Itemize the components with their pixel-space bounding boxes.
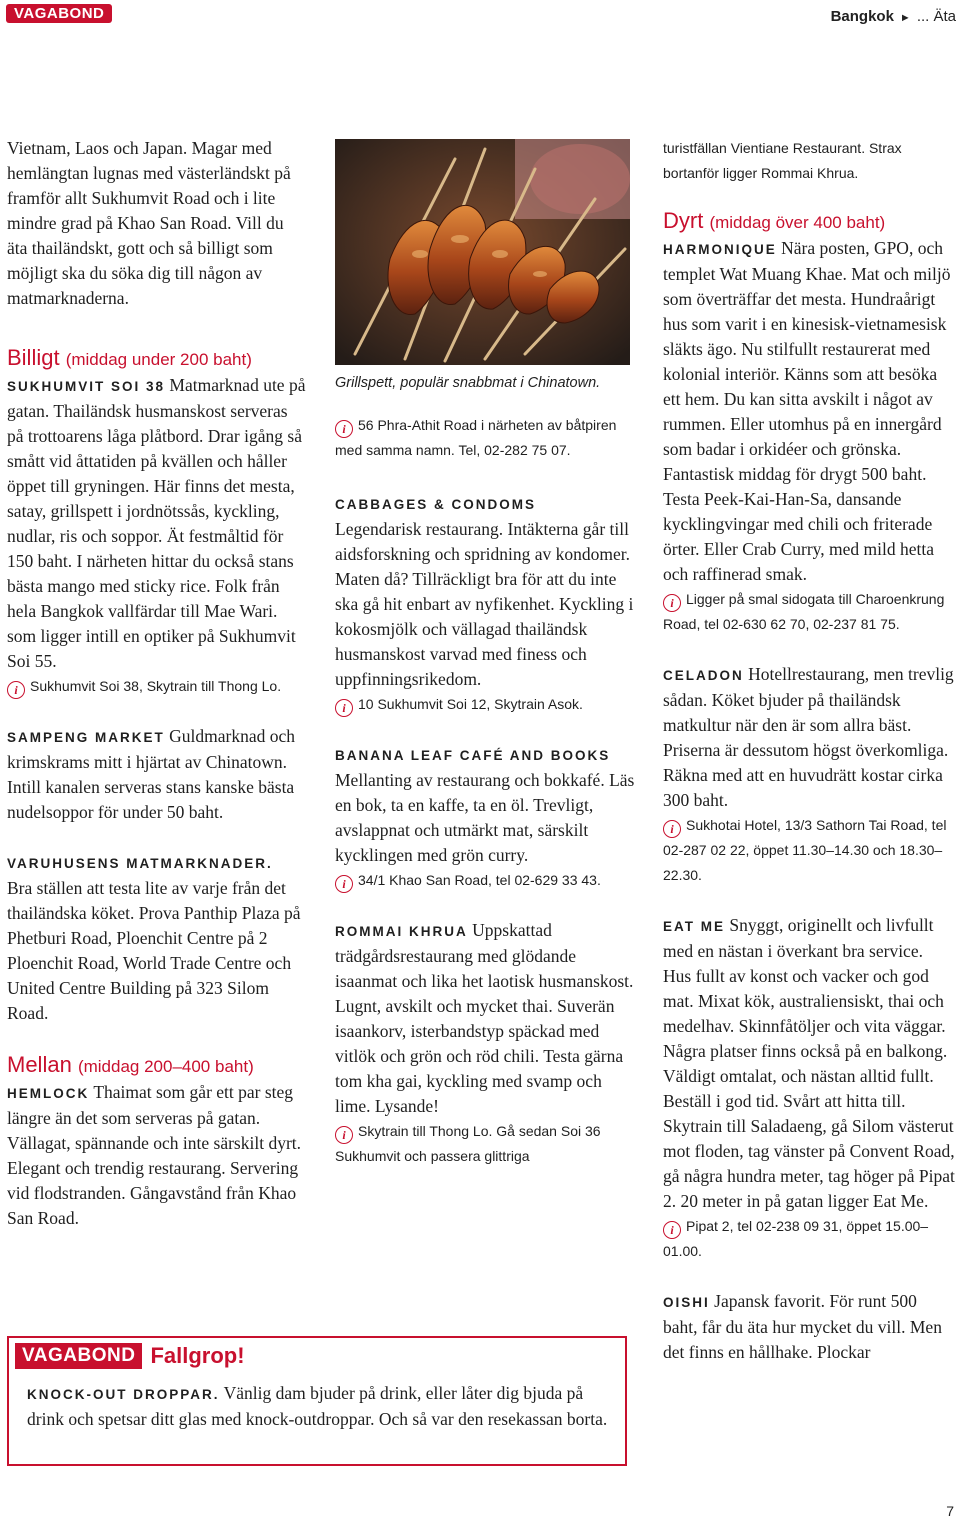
- listing-text: Legendarisk restaurang. Intäkterna går till aidsforskning och spridning av kondomer. Maten då? Tillräckligt bra för att du inte ska gå hit enbart av nyfikenhet. Kyckling i kokosmjölk och vällagad thailändsk husmanskost varvad med finess och uppfinningsrikedom.: [335, 519, 634, 689]
- listing-text: Vänlig dam bjuder på drink, eller låter dig bjuda på drink och spetsar ditt glas med knock-outdroppar. Och så var den resekassan borta.: [27, 1383, 608, 1429]
- info-line: [663, 587, 955, 637]
- listing-text: Uppskattad trädgårdsrestaurang med glödande isaanmat och lika het laotisk husmanskost. Lugnt, avskilt och mycket thai. Suverän isaankorv, isterbandstyp späckad med vitlök och grön och röd chili. Testa gärna tom kha gai, kyckling med svamp och lime. Lysande!: [335, 920, 634, 1116]
- listing-text: Guldmarknad och krimskrams mitt i hjärtat av Chinatown. Intill kanalen serveras stans kanske bästa nudelsoppor för under 50 baht.: [7, 726, 296, 822]
- info-text: 10 Sukhumvit Soi 12, Skytrain Asok.: [358, 696, 583, 712]
- column-2: [335, 136, 635, 1169]
- info-line: [7, 674, 307, 699]
- info-text: Ligger på smal sidogata till Charoenkrung Road, tel 02-630 62 70, 02-237 81 75.: [663, 591, 945, 632]
- column-3: [663, 136, 955, 1365]
- info-icon: i: [335, 420, 353, 438]
- listing-name: SUKHUMVIT SOI 38: [7, 379, 166, 394]
- info-text: Sukhumvit Soi 38, Skytrain till Thong Lo.: [30, 678, 282, 694]
- info-icon: i: [335, 699, 353, 717]
- listing-banana-leaf: [335, 742, 635, 868]
- intro-paragraph: Vietnam, Laos och Japan. Magar med hemlängtan lugnas med västerländskt på framför allt Sukhumvit Road och i lite mindre grad på Khao San Road. Vill du äta thailändskt, gott och så billigt som möjligt ska du söka dig till någon av matmarknaderna.: [7, 138, 291, 308]
- section-heading-billigt: [7, 345, 307, 373]
- listing-name: CABBAGES & CONDOMS: [335, 497, 537, 512]
- listing-text: Japansk favorit. För runt 500 baht, får du äta hur mycket du vill. Men det finns en hållhake. Plockar: [663, 1291, 942, 1362]
- breadcrumb-section: ... Äta: [916, 8, 956, 25]
- breadcrumb-city[interactable]: Bangkok: [830, 8, 894, 25]
- listing-text: Hotellrestaurang, men trevlig sådan. Köket bjuder på thailändsk matkultur när den är som allra bäst. Priserna är dessutom högst överkomliga. Räkna med att en huvudrätt kostar cirka 300 baht.: [663, 664, 954, 810]
- continued-text: turistfällan Vientiane Restaurant. Strax bortanför ligger Rommai Khrua.: [663, 140, 902, 181]
- breadcrumb-arrow-icon: ►: [899, 12, 911, 24]
- listing-name: OISHI: [663, 1295, 710, 1310]
- listing-oishi: [663, 1289, 955, 1365]
- fallgrop-text: [27, 1381, 617, 1432]
- photo-illustration: [335, 139, 630, 365]
- listing-cabbages: [335, 491, 635, 692]
- listing-name: VARUHUSENS MATMARKNADER.: [7, 856, 273, 871]
- info-text: Pipat 2, tel 02-238 09 31, öppet 15.00–01.00.: [663, 1218, 929, 1259]
- listing-name: EAT ME: [663, 919, 725, 934]
- listing-text: Nära posten, GPO, och templet Wat Muang Khae. Mat och miljö som överträffar det mesta. Hundraårigt hus som varit i en kinesisk-vietnamesisk släkts ägo. Nu stilfullt restaurerat med kolonial interiör. Känns som att besöka ett hem. Du kan sitta avskilt i något av rummen. Eller utomhus på en innergård som badar i orkidéer och grönska. Fantastisk middag för drygt 500 baht. Testa Peek-Kai-Han-Sa, dansande kycklingvingar med chili och friterade örter. Eller Crab Curry, med mild hetta och raffinerad smak.: [663, 238, 951, 584]
- info-text: 56 Phra-Athit Road i närheten av båtpiren med samma namn. Tel, 02-282 75 07.: [335, 417, 617, 458]
- info-icon: i: [335, 1126, 353, 1144]
- info-icon: i: [663, 594, 681, 612]
- listing-name: CELADON: [663, 668, 744, 683]
- info-icon: i: [663, 1221, 681, 1239]
- info-icon: i: [7, 681, 25, 699]
- vagabond-logo: VAGABOND: [6, 4, 112, 23]
- listing-name: KNOCK-OUT DROPPAR.: [27, 1387, 220, 1402]
- listing-rommai-khrua: [335, 918, 635, 1119]
- info-text: 34/1 Khao San Road, tel 02-629 33 43.: [358, 872, 601, 888]
- listing-sukhumvit: [7, 373, 307, 674]
- listing-name: SAMPENG MARKET: [7, 730, 165, 745]
- breadcrumb: [831, 8, 956, 25]
- section-heading-dyrt: [663, 208, 955, 236]
- listing-sampeng: [7, 724, 307, 825]
- info-line: [335, 692, 635, 717]
- heading-title: Dyrt: [663, 208, 704, 233]
- heading-title: Billigt: [7, 345, 60, 370]
- info-line: [335, 868, 635, 893]
- heading-price-range: (middag över 400 baht): [709, 213, 886, 232]
- info-text: Sukhotai Hotel, 13/3 Sathorn Tai Road, tel 02-287 02 22, öppet 11.30–14.30 och 18.30–22.30.: [663, 817, 947, 883]
- info-icon: i: [335, 875, 353, 893]
- listing-text: Bra ställen att testa lite av varje från det thailändska köket. Prova Panthip Plaza på Phetburi Road, Ploenchit Centre på 2 Ploenchit Road, World Trade Centre och United Centre Building på 323 Silom Road.: [7, 878, 301, 1023]
- info-line: [335, 1119, 635, 1169]
- listing-harmonique: [663, 236, 955, 587]
- listing-text: Thaimat som går ett par steg längre än det som serveras på gatan. Vällagat, spännande och inte särskilt dyrt. Elegant och trendig restaurang. Servering vid flodstranden. Gångavstånd från Khao San Road.: [7, 1082, 302, 1228]
- listing-celadon: [663, 662, 955, 813]
- heading-price-range: (middag 200–400 baht): [77, 1057, 254, 1076]
- info-text: Skytrain till Thong Lo. Gå sedan Soi 36 Sukhumvit och passera glittriga: [335, 1123, 601, 1164]
- listing-name: BANANA LEAF CAFÉ AND BOOKS: [335, 748, 611, 763]
- listing-text: Mellanting av restaurang och bokkafé. Läs en bok, ta en kaffe, ta en öl. Trevligt, avslappnat och utmärkt mat, särskilt kycklingen med grön curry.: [335, 770, 635, 865]
- info-line: [663, 1214, 955, 1264]
- grill-skewers-photo: [335, 139, 630, 365]
- column-1: [7, 136, 307, 1231]
- listing-text: Matmarknad ute på gatan. Thailändsk husmanskost serveras på trottoarens låga plåtbord. Drar igång så smått vid åttatiden på kvällen och håller öppet till gryningen. Här finns det mesta, satay, grillspett i jordnötssås, kyckling, nudlar, ris och soppor. Ät festmåltid för 150 baht. I närheten hittar du också stans bästa mango med sticky rice. Folk från hela Bangkok vallfärdar till Mae Wari. som ligger intill en optiker på Sukhumvit Soi 55.: [7, 375, 306, 671]
- heading-price-range: (middag under 200 baht): [65, 350, 252, 369]
- listing-name: ROMMAI KHRUA: [335, 924, 468, 939]
- fallgrop-header: [15, 1343, 245, 1371]
- info-line: [335, 413, 635, 463]
- listing-name: HEMLOCK: [7, 1086, 90, 1101]
- vagabond-logo: VAGABOND: [15, 1343, 142, 1369]
- listing-eat-me: [663, 913, 955, 1214]
- listing-hemlock: [7, 1080, 307, 1231]
- fallgrop-title: Fallgrop!: [150, 1343, 245, 1368]
- listing-varuhus: [7, 850, 307, 1026]
- info-icon: i: [663, 820, 681, 838]
- listing-text: Snyggt, originellt och livfullt med en nästan i överkant bra service. Hus fullt av konst och vacker och god mat. Mixat kök, australiensiskt, thai och medelhav. Skinnfåtöljer och vita väggar. Några platser finns också på en balkong. Väldigt omtalat, och nästan alltid fullt. Beställ i god tid. Svårt att hitta till. Skytrain till Saladaeng, gå Silom västerut mot floden, tag vänster på Convent Road, gå några hundra meter, tag höger på Pipat 2. 20 meter in på gatan ligger Eat Me.: [663, 915, 955, 1211]
- info-line: [663, 813, 955, 888]
- page-number: 7: [946, 1503, 954, 1519]
- heading-title: Mellan: [7, 1052, 72, 1077]
- photo-caption: Grillspett, populär snabbmat i Chinatown.: [335, 375, 601, 391]
- fallgrop-box: [7, 1336, 627, 1466]
- listing-name: HARMONIQUE: [663, 242, 777, 257]
- section-heading-mellan: [7, 1052, 307, 1080]
